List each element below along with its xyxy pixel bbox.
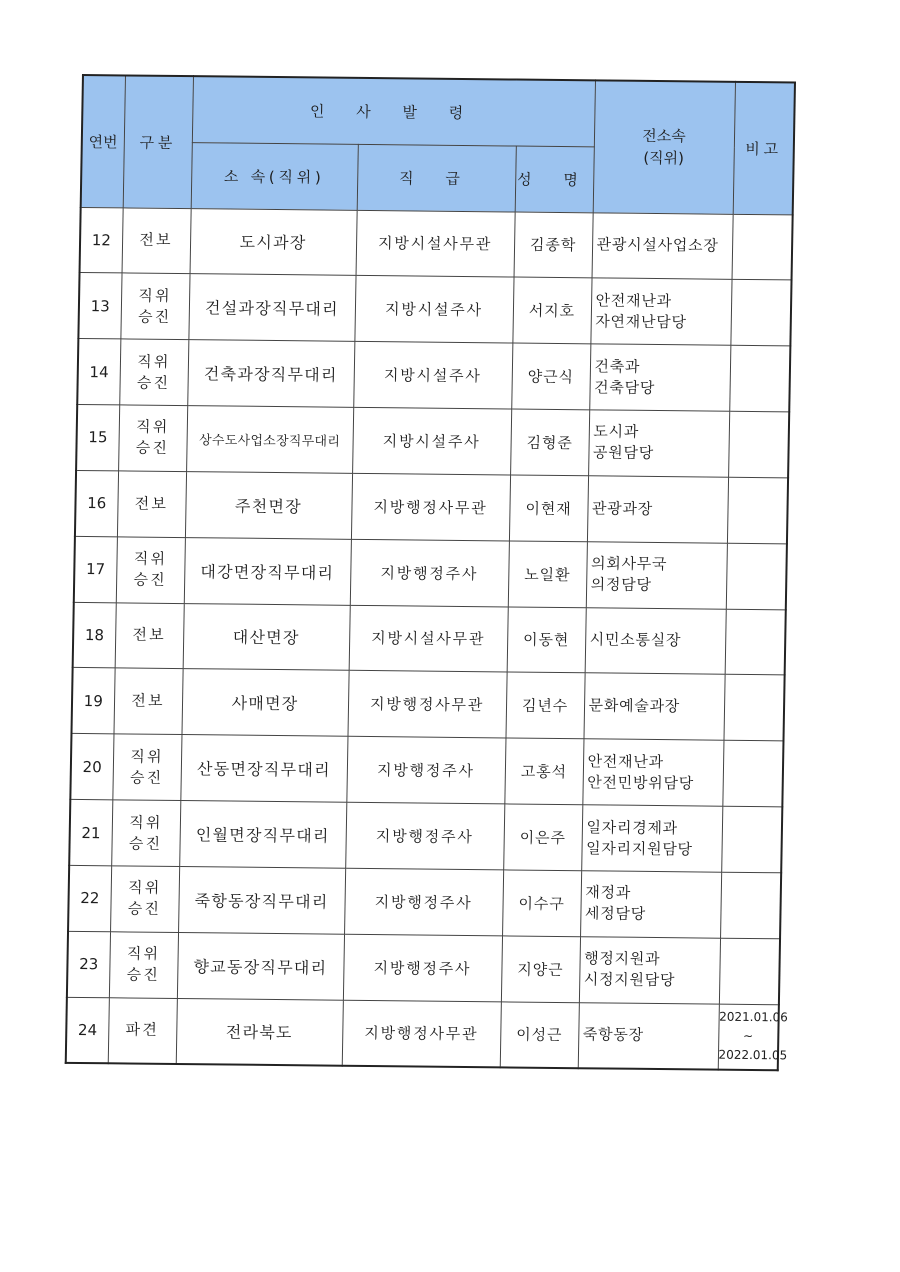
row-name: 이은주 <box>503 804 582 871</box>
header-affiliation: 소 속(직위) <box>191 142 358 210</box>
row-name: 이현재 <box>509 475 588 542</box>
row-previous-position: 시민소통실장 <box>585 607 726 674</box>
row-category: 파견 <box>108 997 177 1064</box>
row-affiliation: 주천면장 <box>185 471 352 539</box>
personnel-table-sheet <box>65 74 794 1071</box>
row-remarks <box>725 609 786 675</box>
row-category: 전보 <box>113 668 182 735</box>
row-affiliation: 건축과장직무대리 <box>187 340 354 408</box>
row-grade: 지방시설사무관 <box>356 210 515 277</box>
row-remarks <box>720 872 781 938</box>
row-name: 지양근 <box>501 936 580 1003</box>
row-category: 직위 승진 <box>116 537 185 604</box>
row-number: 23 <box>67 931 110 997</box>
header-category: 구분 <box>123 75 193 208</box>
row-previous-position: 일자리경제과 일자리지원담당 <box>581 805 722 872</box>
personnel-table-body <box>66 207 793 1070</box>
row-affiliation: 전라북도 <box>176 998 343 1066</box>
row-name: 김종학 <box>514 212 593 279</box>
row-previous-position: 죽항동장 <box>578 1002 719 1069</box>
row-affiliation: 향교동장직무대리 <box>177 932 344 1000</box>
row-remarks <box>727 477 788 543</box>
row-grade: 지방시설사무관 <box>349 605 508 672</box>
row-category: 직위 승진 <box>110 866 179 933</box>
row-category: 전보 <box>115 602 184 669</box>
row-grade: 지방행정주사 <box>343 934 502 1001</box>
row-remarks <box>729 345 790 411</box>
row-affiliation: 대산면장 <box>183 603 350 671</box>
row-category: 직위 승진 <box>109 932 178 999</box>
row-name: 노일환 <box>508 541 587 608</box>
row-name: 이동현 <box>507 607 586 674</box>
row-grade: 지방시설주사 <box>352 407 511 474</box>
table-row <box>73 602 786 675</box>
row-category: 직위 승진 <box>111 800 180 867</box>
row-name: 김년수 <box>505 672 584 739</box>
row-previous-position: 안전재난과 자연재난담당 <box>590 278 731 345</box>
row-category: 직위 승진 <box>118 405 187 472</box>
row-name: 이성근 <box>500 1002 579 1069</box>
row-number: 18 <box>73 602 116 668</box>
row-remarks <box>730 280 791 346</box>
row-grade: 지방행정사무관 <box>342 1000 501 1068</box>
row-remarks: 2021.01.06 ~ 2022.01.05 <box>718 1004 779 1070</box>
header-remarks: 비고 <box>733 82 795 215</box>
row-number: 21 <box>69 799 112 865</box>
row-name: 이수구 <box>502 870 581 937</box>
personnel-appointment-table <box>65 74 796 1071</box>
row-category: 직위 승진 <box>112 734 181 801</box>
row-affiliation: 죽항동장직무대리 <box>178 866 345 934</box>
row-previous-position: 재정과 세정담당 <box>580 871 721 938</box>
row-affiliation: 사매면장 <box>181 669 348 737</box>
row-affiliation: 건설과장직무대리 <box>188 274 355 342</box>
table-row <box>69 799 782 872</box>
table-row <box>77 339 790 412</box>
row-previous-position: 건축과 건축담당 <box>589 344 730 411</box>
row-grade: 지방행정사무관 <box>351 473 510 540</box>
row-number: 15 <box>76 404 119 470</box>
row-grade: 지방행정주사 <box>345 802 504 869</box>
row-affiliation: 인월면장직무대리 <box>179 801 346 869</box>
table-row <box>68 865 781 938</box>
row-number: 14 <box>77 339 120 405</box>
row-grade: 지방시설주사 <box>353 342 512 409</box>
row-grade: 지방행정주사 <box>346 737 505 804</box>
row-remarks <box>728 411 789 477</box>
row-name: 고홍석 <box>504 738 583 805</box>
table-row <box>80 207 793 280</box>
header-name: 성 명 <box>515 146 594 213</box>
row-number: 17 <box>74 536 117 602</box>
table-row <box>67 931 780 1004</box>
header-previous: 전소속 (직위) <box>593 80 735 213</box>
row-affiliation: 산동면장직무대리 <box>180 735 347 803</box>
row-previous-position: 관광과장 <box>587 476 728 543</box>
row-grade: 지방행정주사 <box>344 868 503 935</box>
row-category: 직위 승진 <box>119 339 188 406</box>
row-number: 20 <box>70 734 113 800</box>
header-appointment: 인 사 발 령 <box>192 76 595 146</box>
table-row <box>71 668 784 741</box>
row-previous-position: 도시과 공원담당 <box>588 410 729 477</box>
row-category: 전보 <box>122 207 191 274</box>
row-affiliation: 도시과장 <box>190 208 357 276</box>
row-previous-position: 의회사무국 의정담당 <box>586 542 727 609</box>
row-remarks <box>721 806 782 872</box>
table-row <box>75 470 788 543</box>
header-grade: 직 급 <box>357 144 516 212</box>
table-row <box>78 273 791 346</box>
row-number: 12 <box>80 207 123 273</box>
row-previous-position: 관광시설사업소장 <box>592 212 733 279</box>
row-affiliation: 상수도사업소장직무대리 <box>186 406 353 474</box>
row-remarks <box>723 675 784 741</box>
row-remarks <box>719 938 780 1004</box>
row-number: 19 <box>71 668 114 734</box>
row-remarks <box>726 543 787 609</box>
table-row <box>66 997 779 1070</box>
row-remarks <box>732 214 793 280</box>
row-number: 24 <box>66 997 109 1063</box>
row-name: 양근식 <box>511 343 590 410</box>
row-number: 22 <box>68 865 111 931</box>
row-affiliation: 대강면장직무대리 <box>184 537 351 605</box>
row-previous-position: 행정지원과 시정지원담당 <box>579 936 720 1003</box>
row-category: 직위 승진 <box>120 273 189 340</box>
row-number: 13 <box>78 273 121 339</box>
row-grade: 지방행정주사 <box>350 539 509 606</box>
row-grade: 지방행정사무관 <box>347 671 506 738</box>
table-row <box>70 734 783 807</box>
row-previous-position: 안전재난과 안전민방위담당 <box>582 739 723 806</box>
row-previous-position: 문화예술과장 <box>583 673 724 740</box>
row-name: 김형준 <box>510 409 589 476</box>
row-category: 전보 <box>117 471 186 538</box>
row-name: 서지호 <box>512 277 591 344</box>
table-row <box>76 404 789 477</box>
row-number: 16 <box>75 470 118 536</box>
row-grade: 지방시설주사 <box>354 276 513 343</box>
table-row <box>74 536 787 609</box>
header-seq: 연번 <box>81 75 125 207</box>
row-remarks <box>722 740 783 806</box>
